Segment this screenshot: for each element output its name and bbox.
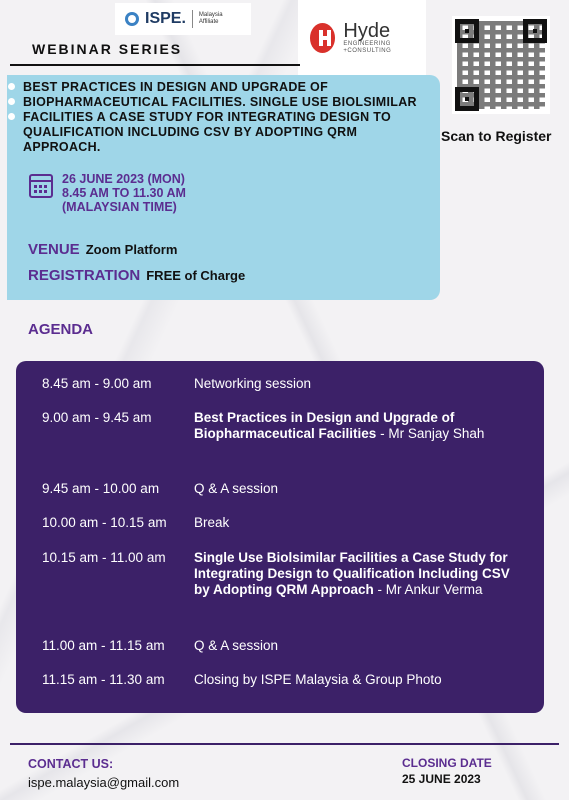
agenda-time: 9.00 am - 9.45 am — [42, 410, 152, 425]
bullet-icon — [8, 83, 15, 90]
agenda-time: 10.15 am - 11.00 am — [42, 550, 166, 565]
agenda-description — [194, 515, 514, 531]
agenda-description — [194, 638, 514, 654]
event-headline: BEST PRACTICES IN DESIGN AND UPGRADE OF BIOPHARMACEUTICAL FACILITIES. SINGLE USE BIOLSIMILAR FACILITIES A CASE STUDY FOR INTEGRATING DESIGN TO QUALIFICATION INCLUDING CSV BY ADOPTING QRM APPROACH. — [23, 80, 417, 154]
event-timezone: (MALAYSIAN TIME) — [62, 200, 177, 214]
qr-code[interactable] — [452, 16, 550, 114]
hyde-mark-icon — [310, 23, 335, 53]
contact-email-link[interactable]: ispe.malaysia@gmail.com — [28, 775, 180, 790]
agenda-time: 9.45 am - 10.00 am — [42, 481, 160, 496]
event-time: 8.45 AM TO 11.30 AM — [62, 186, 186, 200]
bullet-icon — [8, 113, 15, 120]
ispe-affiliate-text: Malaysia Affiliate — [198, 12, 223, 25]
bullet-icon — [8, 98, 15, 105]
agenda-description — [194, 410, 514, 442]
hyde-logo-sub: ENGINEERING +CONSULTING — [343, 40, 392, 54]
logo-divider — [192, 10, 193, 28]
venue-row — [28, 241, 177, 258]
registration-label: REGISTRATION — [28, 267, 141, 284]
hyde-logo — [298, 0, 426, 75]
scan-to-register-label: Scan to Register — [441, 128, 552, 144]
qr-corner-icon — [455, 19, 479, 43]
agenda-detail: Q & A session — [194, 481, 279, 496]
agenda-description — [194, 481, 514, 497]
hyde-logo-name: Hyde — [343, 19, 391, 42]
agenda-time: 11.00 am - 11.15 am — [42, 638, 165, 653]
qr-corner-icon — [455, 87, 479, 111]
series-title: WEBINAR SERIES — [32, 41, 183, 57]
agenda-detail: Closing by ISPE Malaysia & Group Photo — [194, 672, 442, 687]
event-date-block — [62, 172, 186, 214]
closing-date-value: 25 JUNE 2023 — [402, 772, 481, 786]
agenda-detail: Networking session — [194, 376, 312, 391]
event-date: 26 JUNE 2023 (MON) — [62, 172, 185, 186]
ispe-logo — [115, 3, 251, 35]
ispe-logo-text: ISPE. — [145, 10, 186, 27]
contact-label: CONTACT US: — [28, 757, 114, 771]
agenda-detail: Break — [194, 515, 230, 530]
footer-divider — [10, 743, 559, 745]
agenda-time: 10.00 am - 10.15 am — [42, 515, 167, 530]
agenda-time: 8.45 am - 9.00 am — [42, 376, 152, 391]
agenda-description — [194, 672, 514, 688]
calendar-icon — [29, 174, 53, 198]
agenda-detail: - Mr Sanjay Shah — [376, 426, 485, 441]
agenda-topic: Single Use Biolsimilar Facilities a Case Study for Integrating Design to Qualification Including CSV by Adopting QRM Approach — [194, 550, 510, 597]
venue-value: Zoom Platform — [85, 242, 178, 257]
closing-date-label: CLOSING DATE — [402, 756, 492, 770]
agenda-title: AGENDA — [28, 321, 94, 338]
agenda-detail: - Mr Ankur Verma — [373, 582, 483, 597]
agenda-time: 11.15 am - 11.30 am — [42, 672, 165, 687]
agenda-description — [194, 376, 514, 392]
registration-row — [28, 267, 245, 284]
ispe-mark-icon — [125, 12, 139, 26]
agenda-detail: Q & A session — [194, 638, 279, 653]
qr-corner-icon — [523, 19, 547, 43]
series-divider — [10, 64, 300, 66]
agenda-topic: Best Practices in Design and Upgrade of Biopharmaceutical Facilities — [194, 410, 455, 441]
venue-label: VENUE — [28, 241, 80, 258]
agenda-description — [194, 550, 514, 598]
registration-value: FREE of Charge — [146, 268, 246, 283]
